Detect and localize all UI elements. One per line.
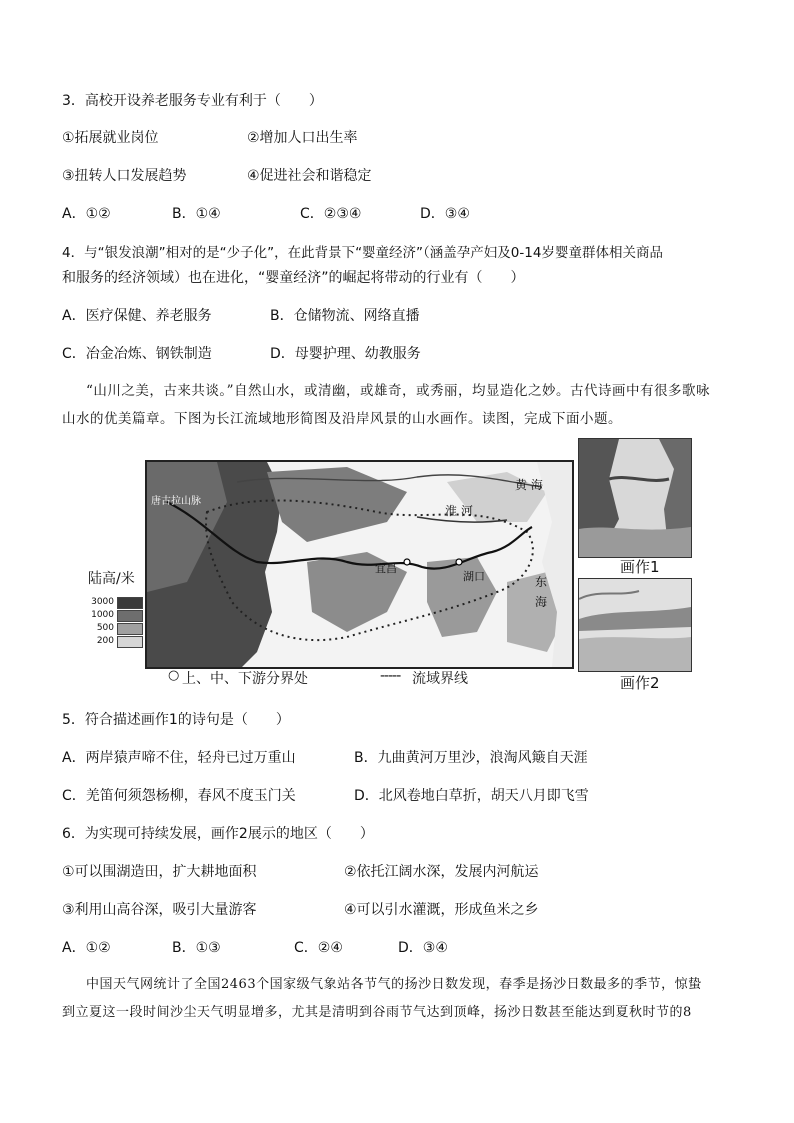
painting-1-image <box>578 438 692 558</box>
label-tanggula: 唐古拉山脉 <box>151 496 201 507</box>
label-huai-river: 淮 河 <box>445 504 473 518</box>
q4-option-b: B．仓储物流、网络直播 <box>270 308 420 324</box>
legend-basin-label: 流域界线 <box>412 671 468 687</box>
q5-option-b: B．九曲黄河万里沙，浪淘风簸自天涯 <box>354 750 588 766</box>
passage2-line2: 到立夏这一段时间沙尘天气明显增多，尤其是清明到谷雨节气达到顶峰，扬沙日数甚至能达到夏秋时节的8 <box>62 1005 692 1020</box>
legend-value-1000: 1000 <box>91 610 114 620</box>
q4-option-c: C．冶金冶炼、钢铁制造 <box>62 346 212 362</box>
q5-option-c: C．羌笛何须怨杨柳，春风不度玉门关 <box>62 788 296 804</box>
q6-item-3: ③利用山高谷深，吸引大量游客 <box>62 902 257 918</box>
q4-option-a: A．医疗保健、养老服务 <box>62 308 212 324</box>
legend-swatch-500 <box>117 623 143 635</box>
q6-option-d: D．③④ <box>398 940 448 956</box>
q6-option-a: A．①② <box>62 940 111 956</box>
yangtze-basin-map <box>145 460 574 669</box>
boundary-point-icon: ○ <box>168 668 180 683</box>
label-yichang: 宜昌 <box>375 562 397 575</box>
label-hukou: 湖口 <box>463 570 485 583</box>
q3-stem: 3．高校开设养老服务专业有利于（ ） <box>62 93 323 109</box>
legend-swatch-200 <box>117 636 143 648</box>
passage1-line1: “山川之美，古来共谈。”自然山水，或清幽，或雄奇，或秀丽，均显造化之妙。古代诗画中有很多歌咏 <box>86 383 711 399</box>
q4-option-d: D．母婴护理、幼教服务 <box>270 346 421 362</box>
label-yellow-sea: 黄 海 <box>515 478 543 492</box>
q5-option-a: A．两岸猿声啼不住，轻舟已过万重山 <box>62 750 296 766</box>
q3-option-a: A．①② <box>62 206 111 222</box>
q6-item-4: ④可以引水灌溉，形成鱼米之乡 <box>344 902 539 918</box>
q5-stem: 5．符合描述画作1的诗句是（ ） <box>62 712 290 728</box>
basin-line-icon: ----- <box>380 668 401 684</box>
q3-item-4: ④促进社会和谐稳定 <box>247 168 372 184</box>
q4-stem-line1: 4．与“银发浪潮”相对的是“少子化”，在此背景下“婴童经济”（涵盖孕产妇及0-14岁婴童群体相关商品 <box>62 245 663 261</box>
label-east-sea: 东 海 <box>535 575 548 609</box>
q6-stem: 6．为实现可持续发展，画作2展示的地区（ ） <box>62 826 374 842</box>
legend-swatch-3000 <box>117 597 143 609</box>
legend-swatch-1000 <box>117 610 143 622</box>
q3-item-1: ①拓展就业岗位 <box>62 130 159 146</box>
painting-2-caption: 画作2 <box>620 674 660 692</box>
terrain-map-graphic <box>147 462 572 667</box>
q6-item-1: ①可以围湖造田，扩大耕地面积 <box>62 864 257 880</box>
legend-title: 陆高/米 <box>88 571 135 587</box>
passage1-line2: 山水的优美篇章。下图为长江流域地形简图及沿岸风景的山水画作。读图，完成下面小题。 <box>62 411 622 427</box>
passage2-line1: 中国天气网统计了全国2463个国家级气象站各节气的扬沙日数发现，春季是扬沙日数最多的季节，惊蛰 <box>86 977 702 992</box>
q3-option-c: C．②③④ <box>300 206 362 222</box>
q3-item-2: ②增加人口出生率 <box>247 130 358 146</box>
legend-value-200: 200 <box>96 636 114 646</box>
legend-value-500: 500 <box>96 623 114 633</box>
legend-value-3000: 3000 <box>91 597 114 607</box>
q6-option-c: C．②④ <box>294 940 343 956</box>
painting-2-image <box>578 578 692 672</box>
q6-option-b: B．①③ <box>172 940 221 956</box>
q4-stem-line2: 和服务的经济领域）也在进化，“婴童经济”的崛起将带动的行业有（ ） <box>62 270 525 286</box>
q3-item-3: ③扭转人口发展趋势 <box>62 168 187 184</box>
painting-1-caption: 画作1 <box>620 558 660 576</box>
legend-boundary-label: 上、中、下游分界处 <box>182 671 308 687</box>
q3-option-d: D．③④ <box>420 206 470 222</box>
q3-option-b: B．①④ <box>172 206 221 222</box>
q5-option-d: D．北风卷地白草折，胡天八月即飞雪 <box>354 788 589 804</box>
q6-item-2: ②依托江阔水深，发展内河航运 <box>344 864 539 880</box>
